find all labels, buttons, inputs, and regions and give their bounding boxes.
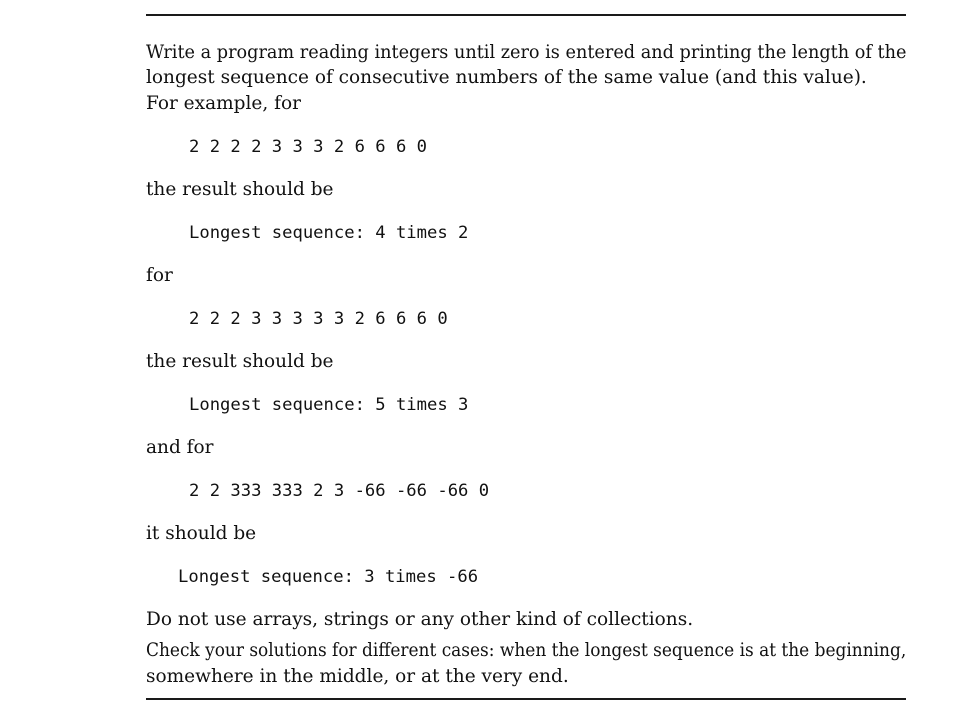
for-text: for	[146, 265, 173, 286]
bottom-rule	[146, 698, 906, 700]
check-line-2: somewhere in the middle, or at the very end.	[146, 666, 569, 687]
result-text-1: the result should be	[146, 179, 334, 200]
result-text-2: the result should be	[146, 351, 334, 372]
it-should-be-text: it should be	[146, 523, 257, 544]
check-line-1: Check your solutions for different cases: when the longest sequence is at the beginning,	[146, 640, 907, 661]
example-2-output: Longest sequence: 5 times 3	[189, 395, 469, 415]
top-rule	[146, 14, 906, 16]
and-for-text: and for	[146, 437, 214, 458]
example-1-output: Longest sequence: 4 times 2	[189, 223, 469, 243]
restriction-text: Do not use arrays, strings or any other kind of collections.	[146, 609, 694, 630]
example-1-input: 2 2 2 2 3 3 3 2 6 6 6 0	[189, 137, 427, 157]
intro-line-1: Write a program reading integers until zero is entered and printing the length of the	[146, 42, 907, 63]
intro-line-2: longest sequence of consecutive numbers of the same value (and this value).	[146, 67, 867, 88]
example-3-output: Longest sequence: 3 times -66	[178, 567, 479, 587]
example-3-input: 2 2 333 333 2 3 -66 -66 -66 0	[189, 481, 490, 501]
for-example-text: For example, for	[146, 93, 301, 114]
example-2-input: 2 2 2 3 3 3 3 3 2 6 6 6 0	[189, 309, 448, 329]
